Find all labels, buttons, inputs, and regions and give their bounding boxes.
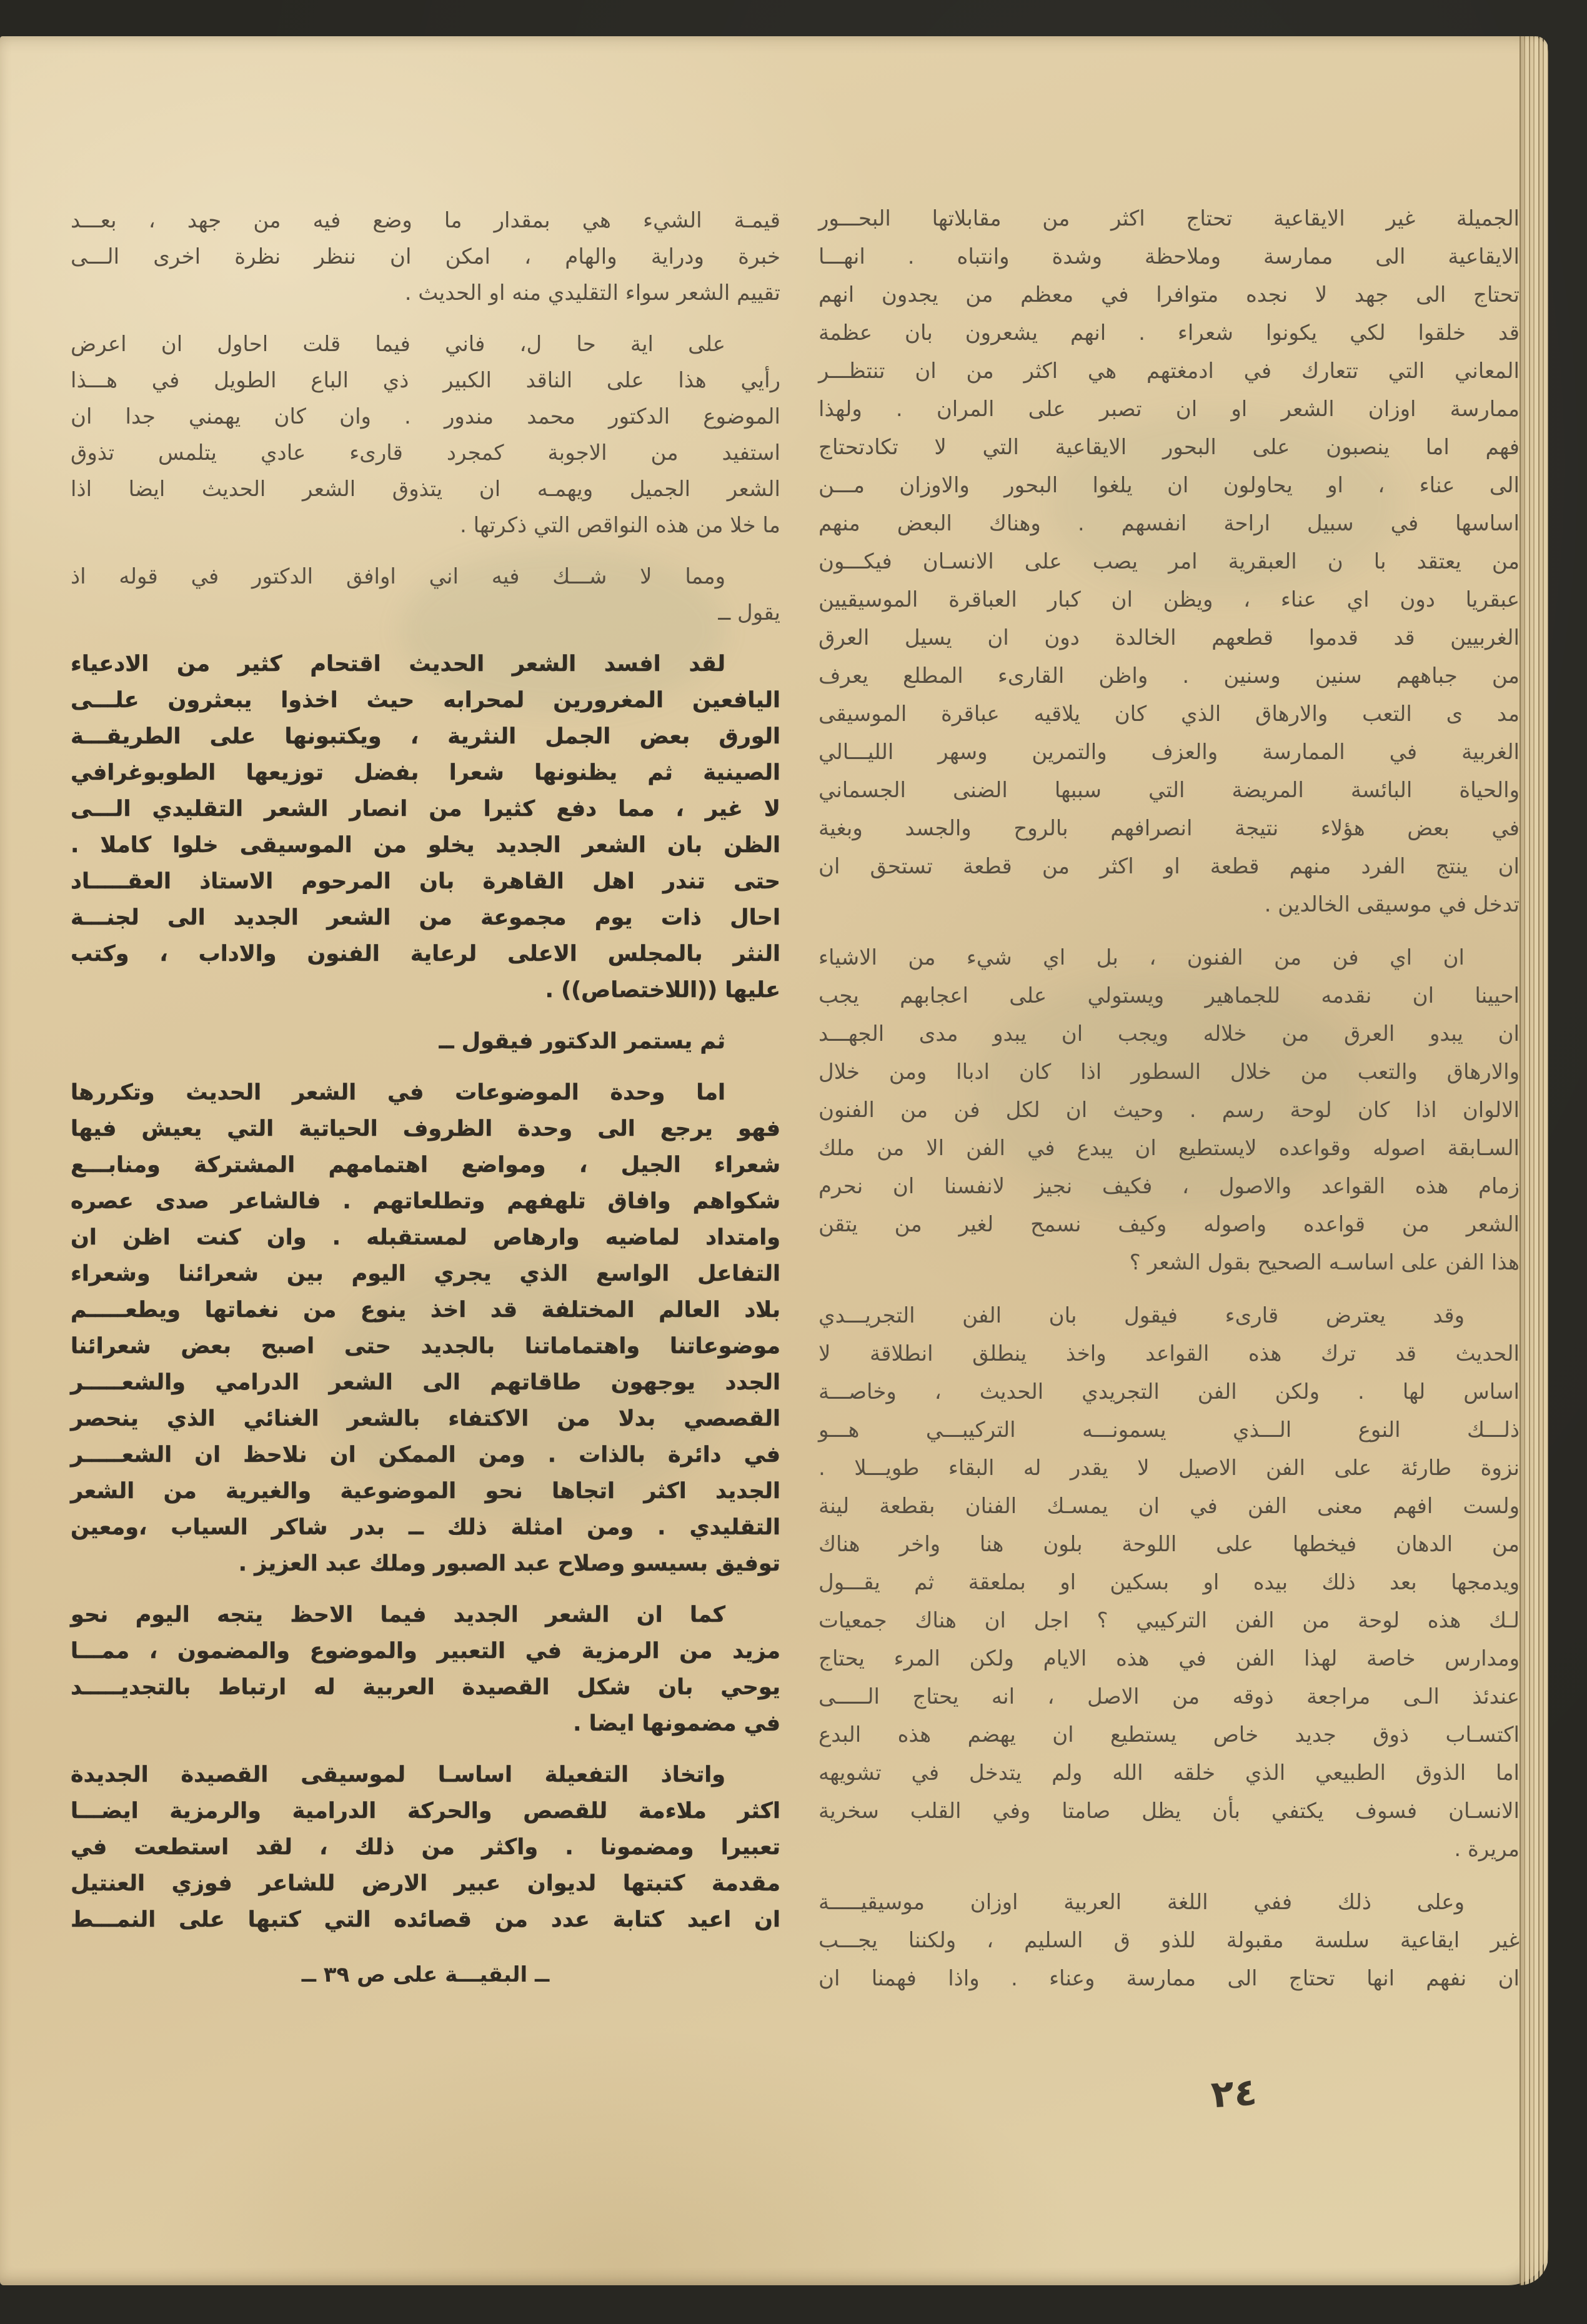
text-line: الغربيين قد قدموا قطعهم الخالدة دون ان يسيل العرق xyxy=(818,625,1520,650)
text-line: عليها ((اللاختصاص)) . xyxy=(545,978,780,1003)
text-line: ممارسة اوزان الشعر او ان تصبر على المران . ولهذا xyxy=(818,397,1520,422)
text-line: ما خلا من هذه النواقص التي ذكرتها . xyxy=(460,513,780,538)
text-line: مقدمة كتبتها لديوان عبير الارض للشاعر فوزي العنتيل xyxy=(71,1871,780,1896)
text-line: ثم يستمر الدكتور فيقول ــ xyxy=(439,1029,725,1054)
text-line: تدخل في موسيقى الخالدين . xyxy=(1264,892,1520,917)
page-edge-stack xyxy=(1520,36,1548,2285)
text-line: التقليدي . ومن امثلة ذلك ــ بدر شاكر السياب ،ومعين xyxy=(71,1515,780,1540)
text-line: ان اي فن من الفنون ، بل اي شيء من الاشياء xyxy=(818,945,1465,970)
text-line: والارهاق والتعب من خلال السطور اذا كان ادباا ومن خلال xyxy=(818,1060,1520,1085)
paragraph xyxy=(818,1297,1520,1869)
right-text-column xyxy=(818,200,1520,1998)
text-line: الجدد يوجهون طاقاتهم الى الشعر الدرامي والشعـــــر xyxy=(71,1370,780,1395)
text-line: اساسها في سبيل اراحة انفسهم . وهناك البعض منهم xyxy=(818,511,1520,536)
text-line: واتخاذ التفعيلة اساسـا لموسيقى القصيدة الجديدة xyxy=(71,1762,725,1787)
text-line: ومدارس خاصة لهذا الفن في هذه الايام ولكن المرء يحتاج xyxy=(818,1646,1520,1671)
text-line: ويدمجها بعد ذلك بيده او بسكين او بملعقة ثم يقـــول xyxy=(818,1570,1520,1595)
text-line: على اية حا ل، فاني فيما قلت احاول ان اعرض xyxy=(71,332,725,357)
text-line: ان ينتج الفرد منهم قطعة او اكثر من قطعة تستحق ان xyxy=(818,854,1520,879)
continuation-footer: ــ البقيـــة على ص ٣٩ ــ xyxy=(301,1962,550,1987)
text-line: بلاد العالم المختلفة قد اخذ ينوع من نغماتها ويطعـــــم xyxy=(71,1298,780,1323)
text-line: تقييم الشعر سواء التقليدي منه او الحديث . xyxy=(404,281,780,305)
paragraph xyxy=(71,326,780,544)
text-line: فهو يرجع الى وحدة الظروف الحياتية التي يعيش فيها xyxy=(71,1116,780,1141)
text-line: عبقريا دون اي عناء ، ويظن ان كبار العباقرة الموسيقيين xyxy=(818,587,1520,612)
paragraph xyxy=(71,1757,780,1938)
text-line: مريرة . xyxy=(1454,1837,1520,1862)
text-line: شكواهم وافاق تلهفهم وتطلعاتهم . فالشاعر صدى عصره xyxy=(71,1189,780,1214)
text-line: الظن بان الشعر الجديد يخلو من الموسيقى خلوا كاملا . xyxy=(71,833,780,858)
text-line: والحياة البائسة المريضة التي سببها الضنى الجسماني xyxy=(818,778,1520,803)
text-line: الحديث قد ترك هذه القواعد واخذ ينطلق انطلاقة لا xyxy=(818,1341,1520,1366)
text-line: الشعر الجميل ويهمـه ان يتذوق الشعر الحديث ايضا اذا xyxy=(71,477,780,502)
text-line: الانسـان فسوف يكتفي بأن يظل صامتا وفي القلب سخرية xyxy=(818,1799,1520,1824)
paragraph xyxy=(71,559,780,631)
text-line: قد خلقوا لكي يكونوا شعراء . انهم يشعرون بان عظمة xyxy=(818,320,1520,345)
text-line: احال ذات يوم مجموعة من الشعر الجديد الى لجنـــة xyxy=(71,905,780,930)
paragraph xyxy=(71,1075,780,1582)
text-line: لا غير ، مما دفع كثيرا من انصار الشعر التقليدي الـــى xyxy=(71,797,780,822)
text-line: هذا الفن على اساسـه الصحيح بقول الشعر ؟ xyxy=(1129,1250,1520,1275)
text-line: يقول ــ xyxy=(718,600,780,625)
paragraph xyxy=(71,202,780,311)
text-line: الجديد اكثر اتجاها نحو الموضوعية والغيرية من الشعر xyxy=(71,1479,780,1504)
text-line: خبرة ودراية والهام ، امكن ان ننظر نظرة اخرى الـــى xyxy=(71,244,780,269)
text-line: غير ايقاعية سلسة مقبولة للذو ق السليم ، ولكننا يجـــب xyxy=(818,1928,1520,1953)
text-line: وعلى ذلك ففي اللغة العربية اوزان موسيقيـــــة xyxy=(818,1890,1465,1915)
text-line: اكثر ملاءمة للقصص والحركة الدرامية والرمزية ايضـــا xyxy=(71,1799,780,1824)
text-line: موضوعاتنا واهتماماتنا بالجديد حتى اصبح بعض شعرائنا xyxy=(71,1334,780,1359)
text-line: السـابقة اصوله وقواعده لايستطيع ان يبدع في الفن الا من ملك xyxy=(818,1136,1520,1161)
text-line: المعاني التي تتعارك في ادمغتهم هي اكثر من ان تنتظـــر xyxy=(818,359,1520,384)
text-line: الشعر من قواعده واصوله وكيف نسمح لغير من يتقن xyxy=(818,1212,1520,1237)
text-line: تعبيرا ومضمونا . واكثر من ذلك ، لقد استطعت في xyxy=(71,1835,780,1860)
magazine-page xyxy=(0,36,1548,2285)
text-line: تحتاج الى جهد لا نجده متوافرا في معظم من يجدون انهم xyxy=(818,282,1520,307)
text-line: زمام هذه القواعد والاصول ، فكيف نجيز لانفسنا ان نحرم xyxy=(818,1174,1520,1199)
left-text-column xyxy=(71,202,780,1993)
text-line: الصينية ثم يظنونها شعرا بفضل توزيعها الطوبوغرافي xyxy=(71,760,780,785)
text-line: استفيد من الاجوبة كمجرد قارىء عادي يتلمس تذوق xyxy=(71,440,780,465)
text-line: في بعض هؤلاء نتيجة انصرافهم بالروح والجسد وبغية xyxy=(818,816,1520,841)
page-number: ٢٤ xyxy=(1210,2070,1258,2117)
text-line: التفاعل الواسع الذي يجري اليوم بين شعرائنا وشعراء xyxy=(71,1261,780,1286)
text-line: اساس لها . ولكن الفن التجريدي الحديث ، وخاصـــة xyxy=(818,1379,1520,1404)
text-line: الورق بعض الجمل النثرية ، ويكتبونها على الطريقـــة xyxy=(71,724,780,749)
paragraph xyxy=(71,646,780,1008)
text-line: الموضوع الدكتور محمد مندور . وان كان يهمني جدا ان xyxy=(71,404,780,429)
text-line: ومما لا شـــك فيه اني اوافق الدكتور في قوله اذ xyxy=(71,564,725,589)
paragraph xyxy=(71,1023,780,1060)
text-line: من يعتقد با ن العبقرية امر يصب على الانسـان فيكـــون xyxy=(818,549,1520,574)
text-line: ان يبدو العرق من خلاله ويجب ان يبدو مدى الجهـــد xyxy=(818,1021,1520,1046)
paragraph xyxy=(71,1597,780,1742)
text-line: القصصي بدلا من الاكتفاء بالشعر الغنائي الذي ينحصر xyxy=(71,1406,780,1431)
text-line: عندئذ الـى مراجعة ذوقه من الاصل ، انه يحتاج الـــــى xyxy=(818,1684,1520,1709)
paragraph xyxy=(818,200,1520,924)
text-line: اما الذوق الطبيعي الذي خلقه الله ولم يتدخل في تشويهه xyxy=(818,1760,1520,1785)
text-line: في دائرة بالذات . ومن الممكن ان نلاحظ ان الشعـــــر xyxy=(71,1443,780,1467)
text-line: وقد يعترض قارىء فيقول بان الفن التجريـــدي xyxy=(818,1303,1465,1328)
text-line: قيمـة الشيء هي بمقدار ما وضع فيه من جهد ، بعـــد xyxy=(71,208,780,233)
text-line: حتى تندر اهل القاهرة بان المرحوم الاستاذ العقـــــاد xyxy=(71,869,780,894)
text-line: اكتسـاب ذوق جديد خاص يستطيع ان يهضم هذه البدع xyxy=(818,1722,1520,1747)
text-line: ان اعيد كتابة عدد من قصائده التي كتبها على النمـــط xyxy=(71,1907,780,1932)
text-line: من الدهان فيخطها على اللوحة بلون هنا واخر هناك xyxy=(818,1532,1520,1557)
text-line: من جباههم سنين وسنين . واظن القارىء المطلع يعرف xyxy=(818,663,1520,688)
text-line: ان نفهم انها تحتاج الى ممارسة وعناء . واذا فهمنا ان xyxy=(818,1966,1520,1991)
text-line: اليافعين المغرورين لمحرابه حيث اخذوا يبعثرون علـــى xyxy=(71,688,780,713)
text-line: فهم اما ينصبون على البحور الايقاعية التي لا تكادتحتاج xyxy=(818,435,1520,460)
text-line: رأيي هذا على الناقد الكبير ذي الباع الطويل في هـــذا xyxy=(71,368,780,393)
text-line: وامتداد لماضيه وارهاص لمستقبله . وان كنت اظن ان xyxy=(71,1225,780,1250)
text-line: احيينا ان نقدمه للجماهير ويستولي على اعجابهم يجب xyxy=(818,983,1520,1008)
text-line: شعراء الجيل ، ومواضع اهتمامهم المشتركة ومنابـــع xyxy=(71,1153,780,1178)
text-line: ذلـــك النوع الـــذي يسمونـــه التركيبـــي هـــو xyxy=(818,1418,1520,1443)
text-line: الغربية في الممارسة والعزف والتمرين وسهر الليـــالي xyxy=(818,740,1520,765)
text-line: نزوة طارئة على الفن الاصيل لا يقدر له البقاء طويـــلا . xyxy=(818,1456,1520,1481)
text-line: لـك هذه لوحة من الفن التركيبي ؟ اجل ان هناك جمعيات xyxy=(818,1608,1520,1633)
text-line: النثر بالمجلس الاعلى لرعاية الفنون والاداب ، وكتب xyxy=(71,941,780,966)
text-line: اما وحدة الموضوعات في الشعر الحديث وتكررها xyxy=(71,1080,725,1105)
text-line: مد ى التعب والارهاق الذي كان يلاقيه عباقرة الموسيقى xyxy=(818,702,1520,727)
text-line: الالوان اذا كان لوحة رسم . وحيث ان لكل فن من الفنون xyxy=(818,1098,1520,1123)
text-line: الى عناء ، او يحاولون ان يلغوا البحور والاوزان مـــن xyxy=(818,473,1520,498)
text-line: يوحي بان شكل القصيدة العربية له ارتباط بالتجديـــــد xyxy=(71,1675,780,1700)
paragraph xyxy=(818,939,1520,1282)
paragraph xyxy=(818,1884,1520,1998)
text-line: ولست افهم معنى الفن في ان يمسـك الفنان بقطعة لينة xyxy=(818,1494,1520,1519)
text-line: كما ان الشعر الجديد فيما الاحظ يتجه اليوم نحو xyxy=(71,1602,725,1627)
text-line: في مضمونها ايضا . xyxy=(573,1711,780,1736)
text-line: الجميلة غير الايقاعية تحتاج اكثر من مقابلاتها البحـــور xyxy=(818,206,1520,231)
text-line: توفيق بسيسو وصلاح عبد الصبور وملك عبد العزيز . xyxy=(238,1551,780,1576)
text-line: مزيد من الرمزية في التعبير والموضوع والمضمون ، ممـــا xyxy=(71,1639,780,1664)
text-line: الايقاعية الى ممارسة وملاحظة وشدة وانتباه . انهـــا xyxy=(818,244,1520,269)
text-line: لقد افسد الشعر الحديث اقتحام كثير من الادعياء xyxy=(71,652,725,677)
